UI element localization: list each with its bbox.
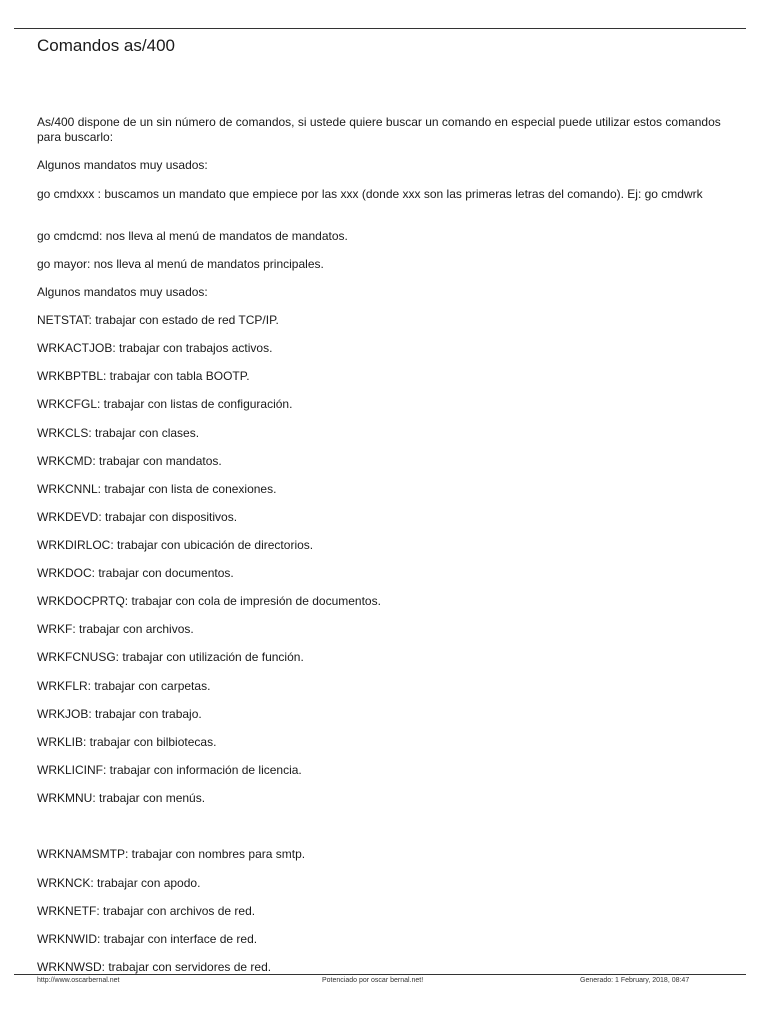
command-item: WRKNWID: trabajar con interface de red. <box>37 932 258 946</box>
command-item: WRKFCNUSG: trabajar con utilización de función. <box>37 650 304 664</box>
section-heading: Algunos mandatos muy usados: <box>37 285 208 299</box>
command-item: WRKCLS: trabajar con clases. <box>37 426 200 440</box>
command-item: WRKDIRLOC: trabajar con ubicación de directorios. <box>37 538 314 552</box>
command-item: WRKDOCPRTQ: trabajar con cola de impresión de documentos. <box>37 594 381 608</box>
go-cmdxxx-paragraph: go cmdxxx : buscamos un mandato que empiece por las xxx (donde xxx son las primeras letras del comando). Ej: go cmdwrk <box>37 187 703 201</box>
footer-powered-by: Potenciado por oscar bernal.net! <box>322 977 424 984</box>
command-item: WRKMNU: trabajar con menús. <box>37 791 206 805</box>
go-mayor-paragraph: go mayor: nos lleva al menú de mandatos principales. <box>37 257 324 271</box>
command-item: WRKNWSD: trabajar con servidores de red. <box>37 960 272 974</box>
footer-site-link[interactable]: http://www.oscarbernal.net <box>37 977 120 984</box>
command-item: WRKLIB: trabajar con bilbiotecas. <box>37 735 217 749</box>
command-item: WRKLICINF: trabajar con información de licencia. <box>37 763 302 777</box>
command-item: WRKCFGL: trabajar con listas de configuración. <box>37 397 293 411</box>
command-item: WRKDOC: trabajar con documentos. <box>37 566 234 580</box>
command-item: WRKNCK: trabajar con apodo. <box>37 876 201 890</box>
footer-divider <box>14 974 746 975</box>
command-item: WRKNAMSMTP: trabajar con nombres para smtp. <box>37 847 306 861</box>
section-heading: Algunos mandatos muy usados: <box>37 158 208 172</box>
command-item: WRKCMD: trabajar con mandatos. <box>37 454 222 468</box>
command-item: WRKDEVD: trabajar con dispositivos. <box>37 510 238 524</box>
go-cmdcmd-paragraph: go cmdcmd: nos lleva al menú de mandatos de mandatos. <box>37 229 348 243</box>
header-divider <box>14 28 746 29</box>
command-item: WRKJOB: trabajar con trabajo. <box>37 707 202 721</box>
command-item: NETSTAT: trabajar con estado de red TCP/IP. <box>37 313 279 327</box>
command-item: WRKBPTBL: trabajar con tabla BOOTP. <box>37 369 250 383</box>
command-item: WRKF: trabajar con archivos. <box>37 622 194 636</box>
command-item: WRKCNNL: trabajar con lista de conexiones. <box>37 482 277 496</box>
footer-generated-date: Generado: 1 February, 2018, 08:47 <box>580 977 690 984</box>
intro-paragraph: As/400 dispone de un sin número de comandos, si ustede quiere buscar un comando en especial puede utilizar estos comandos para buscarlo: <box>37 115 721 144</box>
command-item: WRKFLR: trabajar con carpetas. <box>37 679 211 693</box>
command-item: WRKACTJOB: trabajar con trabajos activos. <box>37 341 273 355</box>
document-title: Comandos as/400 <box>37 36 175 55</box>
command-item: WRKNETF: trabajar con archivos de red. <box>37 904 256 918</box>
